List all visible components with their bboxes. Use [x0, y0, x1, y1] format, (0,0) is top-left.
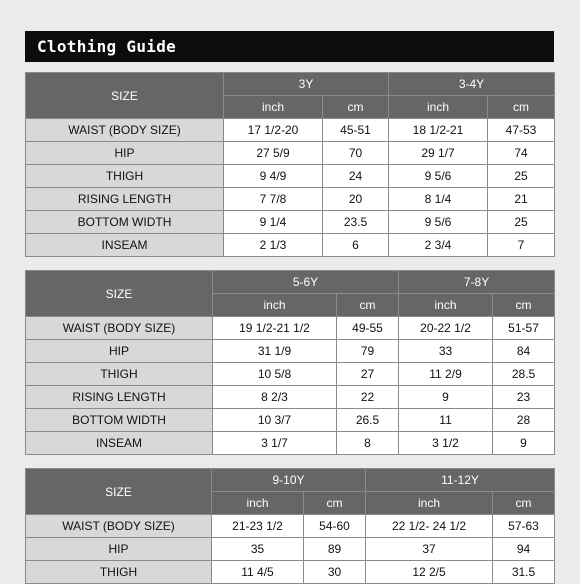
table-cell: 47-53 [488, 119, 555, 142]
table-cell: 25 [488, 165, 555, 188]
table-row [26, 119, 555, 142]
table-cell: 94 [493, 538, 555, 561]
table-cell: 89 [304, 538, 366, 561]
unit-inch-header: inch [224, 96, 323, 119]
table-row [26, 386, 555, 409]
row-label: THIGH [26, 561, 212, 584]
table-cell: 9 5/6 [389, 165, 488, 188]
unit-inch-header: inch [366, 492, 493, 515]
row-label: HIP [26, 538, 212, 561]
unit-cm-header: cm [323, 96, 389, 119]
row-label: WAIST (BODY SIZE) [26, 119, 224, 142]
table-cell: 20-22 1/2 [399, 317, 493, 340]
table-header-row [26, 73, 555, 96]
row-label: INSEAM [26, 432, 213, 455]
table-row [26, 409, 555, 432]
unit-cm-header: cm [337, 294, 399, 317]
table-cell: 49-55 [337, 317, 399, 340]
table-cell: 3 1/2 [399, 432, 493, 455]
table-header-row [26, 469, 555, 492]
table-cell: 23.5 [323, 211, 389, 234]
table-cell: 11 [399, 409, 493, 432]
table-cell: 37 [366, 538, 493, 561]
table-row [26, 515, 555, 538]
row-label: BOTTOM WIDTH [26, 409, 213, 432]
table-cell: 27 5/9 [224, 142, 323, 165]
table-cell: 3 1/7 [213, 432, 337, 455]
table-cell: 74 [488, 142, 555, 165]
table-cell: 20 [323, 188, 389, 211]
table-cell: 9 [493, 432, 555, 455]
table-cell: 10 3/7 [213, 409, 337, 432]
unit-inch-header: inch [213, 294, 337, 317]
table-cell: 9 5/6 [389, 211, 488, 234]
table-row [26, 561, 555, 584]
row-label: INSEAM [26, 234, 224, 257]
table-cell: 57-63 [493, 515, 555, 538]
row-label: WAIST (BODY SIZE) [26, 515, 212, 538]
row-label: RISING LENGTH [26, 386, 213, 409]
page-title: Clothing Guide [25, 31, 554, 62]
table-cell: 70 [323, 142, 389, 165]
row-label: BOTTOM WIDTH [26, 211, 224, 234]
table-cell: 27 [337, 363, 399, 386]
table-cell: 8 [337, 432, 399, 455]
size-header: SIZE [26, 73, 224, 119]
table-cell: 18 1/2-21 [389, 119, 488, 142]
row-label: WAIST (BODY SIZE) [26, 317, 213, 340]
table-row [26, 538, 555, 561]
table-cell: 22 [337, 386, 399, 409]
size-column-header: 5-6Y [213, 271, 399, 294]
row-label: THIGH [26, 363, 213, 386]
unit-cm-header: cm [488, 96, 555, 119]
size-table-2 [25, 270, 555, 455]
table-cell: 25 [488, 211, 555, 234]
row-label: RISING LENGTH [26, 188, 224, 211]
size-column-header: 3-4Y [389, 73, 555, 96]
table-cell: 12 2/5 [366, 561, 493, 584]
table-cell: 10 5/8 [213, 363, 337, 386]
table-row [26, 234, 555, 257]
table-row [26, 363, 555, 386]
table-cell: 8 2/3 [213, 386, 337, 409]
row-label: HIP [26, 340, 213, 363]
row-label: HIP [26, 142, 224, 165]
table-cell: 29 1/7 [389, 142, 488, 165]
table-cell: 2 3/4 [389, 234, 488, 257]
unit-inch-header: inch [389, 96, 488, 119]
table-cell: 23 [493, 386, 555, 409]
table-cell: 7 7/8 [224, 188, 323, 211]
table-cell: 33 [399, 340, 493, 363]
unit-cm-header: cm [304, 492, 366, 515]
table-row [26, 340, 555, 363]
unit-cm-header: cm [493, 294, 555, 317]
table-cell: 79 [337, 340, 399, 363]
table-cell: 35 [212, 538, 304, 561]
size-column-header: 7-8Y [399, 271, 555, 294]
table-cell: 17 1/2-20 [224, 119, 323, 142]
table-row [26, 432, 555, 455]
size-table-1 [25, 72, 555, 257]
size-column-header: 11-12Y [366, 469, 555, 492]
table-cell: 26.5 [337, 409, 399, 432]
table-cell: 11 4/5 [212, 561, 304, 584]
unit-inch-header: inch [399, 294, 493, 317]
table-cell: 31.5 [493, 561, 555, 584]
table-cell: 45-51 [323, 119, 389, 142]
table-cell: 9 4/9 [224, 165, 323, 188]
row-label: THIGH [26, 165, 224, 188]
table-cell: 31 1/9 [213, 340, 337, 363]
size-table-3 [25, 468, 555, 584]
table-cell: 21 [488, 188, 555, 211]
table-cell: 2 1/3 [224, 234, 323, 257]
size-header: SIZE [26, 271, 213, 317]
table-row [26, 165, 555, 188]
size-column-header: 3Y [224, 73, 389, 96]
table-cell: 84 [493, 340, 555, 363]
table-header-row [26, 271, 555, 294]
table-row [26, 142, 555, 165]
table-cell: 9 [399, 386, 493, 409]
table-cell: 9 1/4 [224, 211, 323, 234]
table-cell: 22 1/2- 24 1/2 [366, 515, 493, 538]
table-cell: 6 [323, 234, 389, 257]
table-cell: 7 [488, 234, 555, 257]
table-cell: 21-23 1/2 [212, 515, 304, 538]
table-row [26, 211, 555, 234]
table-row [26, 317, 555, 340]
size-column-header: 9-10Y [212, 469, 366, 492]
table-cell: 28.5 [493, 363, 555, 386]
unit-inch-header: inch [212, 492, 304, 515]
table-row [26, 188, 555, 211]
table-cell: 24 [323, 165, 389, 188]
table-cell: 11 2/9 [399, 363, 493, 386]
table-cell: 28 [493, 409, 555, 432]
table-cell: 8 1/4 [389, 188, 488, 211]
unit-cm-header: cm [493, 492, 555, 515]
table-cell: 51-57 [493, 317, 555, 340]
size-header: SIZE [26, 469, 212, 515]
table-cell: 54-60 [304, 515, 366, 538]
table-cell: 19 1/2-21 1/2 [213, 317, 337, 340]
table-cell: 30 [304, 561, 366, 584]
